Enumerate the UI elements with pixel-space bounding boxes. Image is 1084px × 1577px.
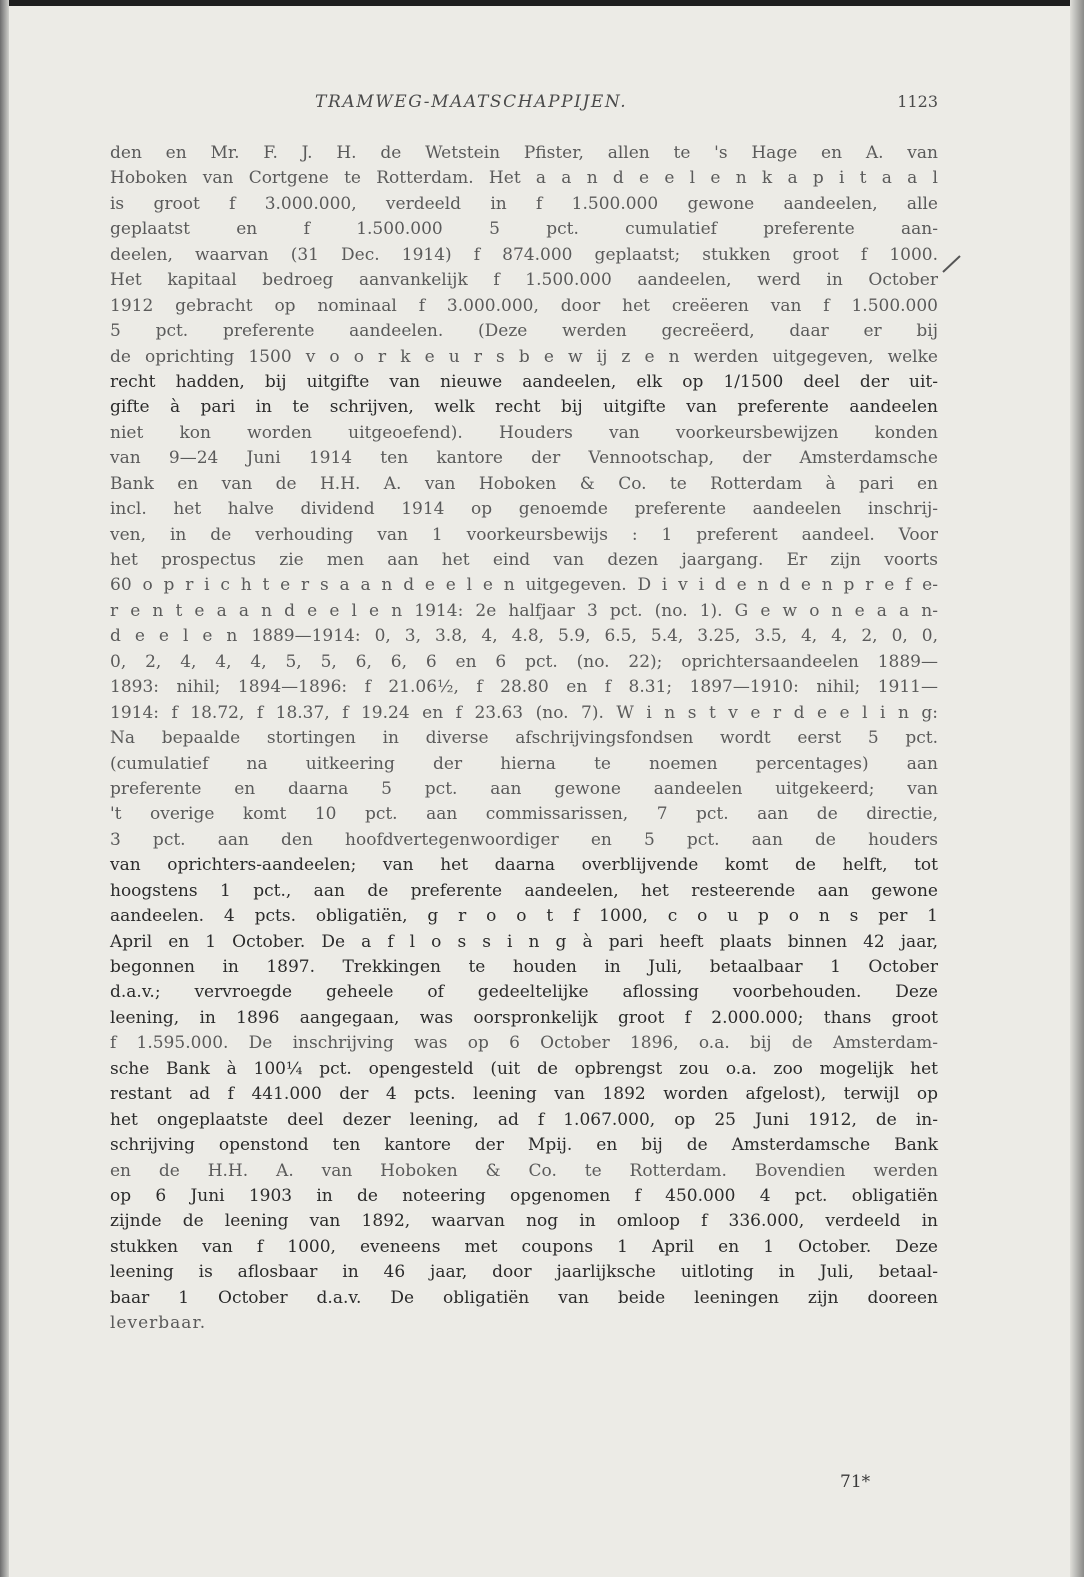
text-line: hoogstens 1 pct., aan de preferente aandeelen, het resteerende aan gewone: [110, 880, 938, 901]
text-line: preferente en daarna 5 pct. aan gewone aandeelen uitgekeerd; van: [110, 778, 938, 799]
text-line: stukken van f 1000, eveneens met coupons 1 April en 1 October. Deze: [110, 1236, 938, 1257]
body-text: [110, 141, 938, 1337]
text-line: d e e l e n 1889—1914: 0, 3, 3.8, 4, 4.8, 5.9, 6.5, 5.4, 3.25, 3.5, 4, 4, 2, 0, 0,: [110, 626, 938, 647]
text-line: recht hadden, bij uitgifte van nieuwe aandeelen, elk op 1/1500 deel der uit-: [110, 371, 938, 392]
text-line: begonnen in 1897. Trekkingen te houden in Juli, betaalbaar 1 October: [110, 957, 938, 977]
text-line: is groot f 3.000.000, verdeeld in f 1.500.000 gewone aandeelen, alle: [110, 193, 938, 214]
text-line: sche Bank à 100¼ pct. opengesteld (uit de opbrengst zou o.a. zoo mogelijk het: [110, 1058, 938, 1079]
text-line: de oprichting 1500 v o o r k e u r s b e w ij z e n werden uitgegeven, welke: [110, 346, 938, 367]
text-line: geplaatst en f 1.500.000 5 pct. cumulatief preferente aan-: [110, 219, 938, 240]
text-line: den en Mr. F. J. H. de Wetstein Pfister, allen te 's Hage en A. van: [110, 143, 938, 163]
margin-tick-mark: [940, 252, 964, 276]
text-line: leverbaar.: [110, 1313, 207, 1334]
text-line: 't overige komt 10 pct. aan commissarissen, 7 pct. aan de directie,: [110, 804, 938, 825]
text-line: gifte à pari in te schrijven, welk recht bij uitgifte van preferente aandeelen: [110, 397, 938, 418]
text-line: leening is aflosbaar in 46 jaar, door jaarlijksche uitloting in Juli, betaal-: [110, 1262, 938, 1283]
text-line: 1893: nihil; 1894—1896: f 21.06½, f 28.80 en f 8.31; 1897—1910: nihil; 1911—: [110, 677, 938, 698]
text-line: niet kon worden uitgeoefend). Houders van voorkeursbewijzen konden: [110, 422, 938, 443]
text-line: Hoboken van Cortgene te Rotterdam. Het a a n d e e l e n k a p i t a a l: [110, 168, 938, 189]
page-top-edge: [0, 0, 1084, 6]
text-line: Bank en van de H.H. A. van Hoboken & Co. te Rotterdam à pari en: [110, 473, 938, 494]
text-line: 3 pct. aan den hoofdvertegenwoordiger en 5 pct. aan de houders: [110, 829, 938, 850]
text-line: baar 1 October d.a.v. De obligatiën van beide leeningen zijn dooreen: [110, 1287, 938, 1308]
text-line: restant ad f 441.000 der 4 pcts. leening van 1892 worden afgelost), terwijl op: [110, 1084, 938, 1105]
text-line: 60 o p r i c h t e r s a a n d e e l e n uitgegeven. D i v i d e n d e n p r e f e-: [110, 575, 938, 596]
text-line: (cumulatief na uitkeering der hierna te noemen percentages) aan: [110, 753, 938, 774]
text-line: het ongeplaatste deel dezer leening, ad f 1.067.000, op 25 Juni 1912, de in-: [110, 1109, 938, 1130]
text-line: van oprichters-aandeelen; van het daarna overblijvende komt de helft, tot: [110, 855, 938, 876]
text-line: schrijving openstond ten kantore der Mpij. en bij de Amsterdamsche Bank: [110, 1135, 938, 1156]
page-number: 1123: [897, 92, 938, 111]
text-line: 5 pct. preferente aandeelen. (Deze werden gecreëerd, daar er bij: [110, 321, 938, 342]
text-line: aandeelen. 4 pcts. obligatiën, g r o o t f 1000, c o u p o n s per 1: [110, 906, 938, 927]
text-line: leening, in 1896 aangegaan, was oorspronkelijk groot f 2.000.000; thans groot: [110, 1007, 938, 1028]
text-line: 1914: f 18.72, f 18.37, f 19.24 en f 23.63 (no. 7). W i n s t v e r d e e l i n g:: [110, 702, 938, 723]
text-line: Het kapitaal bedroeg aanvankelijk f 1.500.000 aandeelen, werd in October: [110, 270, 938, 291]
text-line: 1912 gebracht op nominaal f 3.000.000, door het creëeren van f 1.500.000: [110, 295, 938, 316]
text-line: d.a.v.; vervroegde geheele of gedeeltelijke aflossing voorbehouden. Deze: [110, 982, 938, 1003]
page-header: [110, 92, 938, 116]
text-line: zijnde de leening van 1892, waarvan nog in omloop f 336.000, verdeeld in: [110, 1211, 938, 1232]
text-line: Na bepaalde stortingen in diverse afschrijvingsfondsen wordt eerst 5 pct.: [110, 728, 938, 749]
text-line: 0, 2, 4, 4, 4, 5, 5, 6, 6, 6 en 6 pct. (no. 22); oprichtersaandeelen 1889—: [110, 651, 938, 672]
text-line: f 1.595.000. De inschrijving was op 6 October 1896, o.a. bij de Amsterdam-: [110, 1033, 938, 1054]
text-line: incl. het halve dividend 1914 op genoemde preferente aandeelen inschrij-: [110, 499, 938, 520]
text-line: r e n t e a a n d e e l e n 1914: 2e halfjaar 3 pct. (no. 1). G e w o n e a a n-: [110, 600, 938, 621]
text-line: het prospectus zie men aan het eind van dezen jaargang. Er zijn voorts: [110, 550, 938, 570]
text-line: ven, in de verhouding van 1 voorkeursbewijs : 1 preferent aandeel. Voor: [110, 524, 938, 545]
text-line: en de H.H. A. van Hoboken & Co. te Rotterdam. Bovendien werden: [110, 1160, 938, 1181]
text-line: deelen, waarvan (31 Dec. 1914) f 874.000 geplaatst; stukken groot f 1000.: [110, 244, 938, 265]
text-line: van 9—24 Juni 1914 ten kantore der Vennootschap, der Amsterdamsche: [110, 448, 938, 469]
page-right-edge: [1070, 0, 1084, 1577]
page-binding-shadow: [0, 0, 9, 1577]
text-line: April en 1 October. De a f l o s s i n g à pari heeft plaats binnen 42 jaar,: [110, 931, 938, 952]
signature-mark: 71*: [840, 1472, 871, 1492]
running-title: TRAMWEG-MAATSCHAPPIJEN.: [315, 92, 628, 112]
text-line: op 6 Juni 1903 in de noteering opgenomen f 450.000 4 pct. obligatiën: [110, 1185, 938, 1206]
